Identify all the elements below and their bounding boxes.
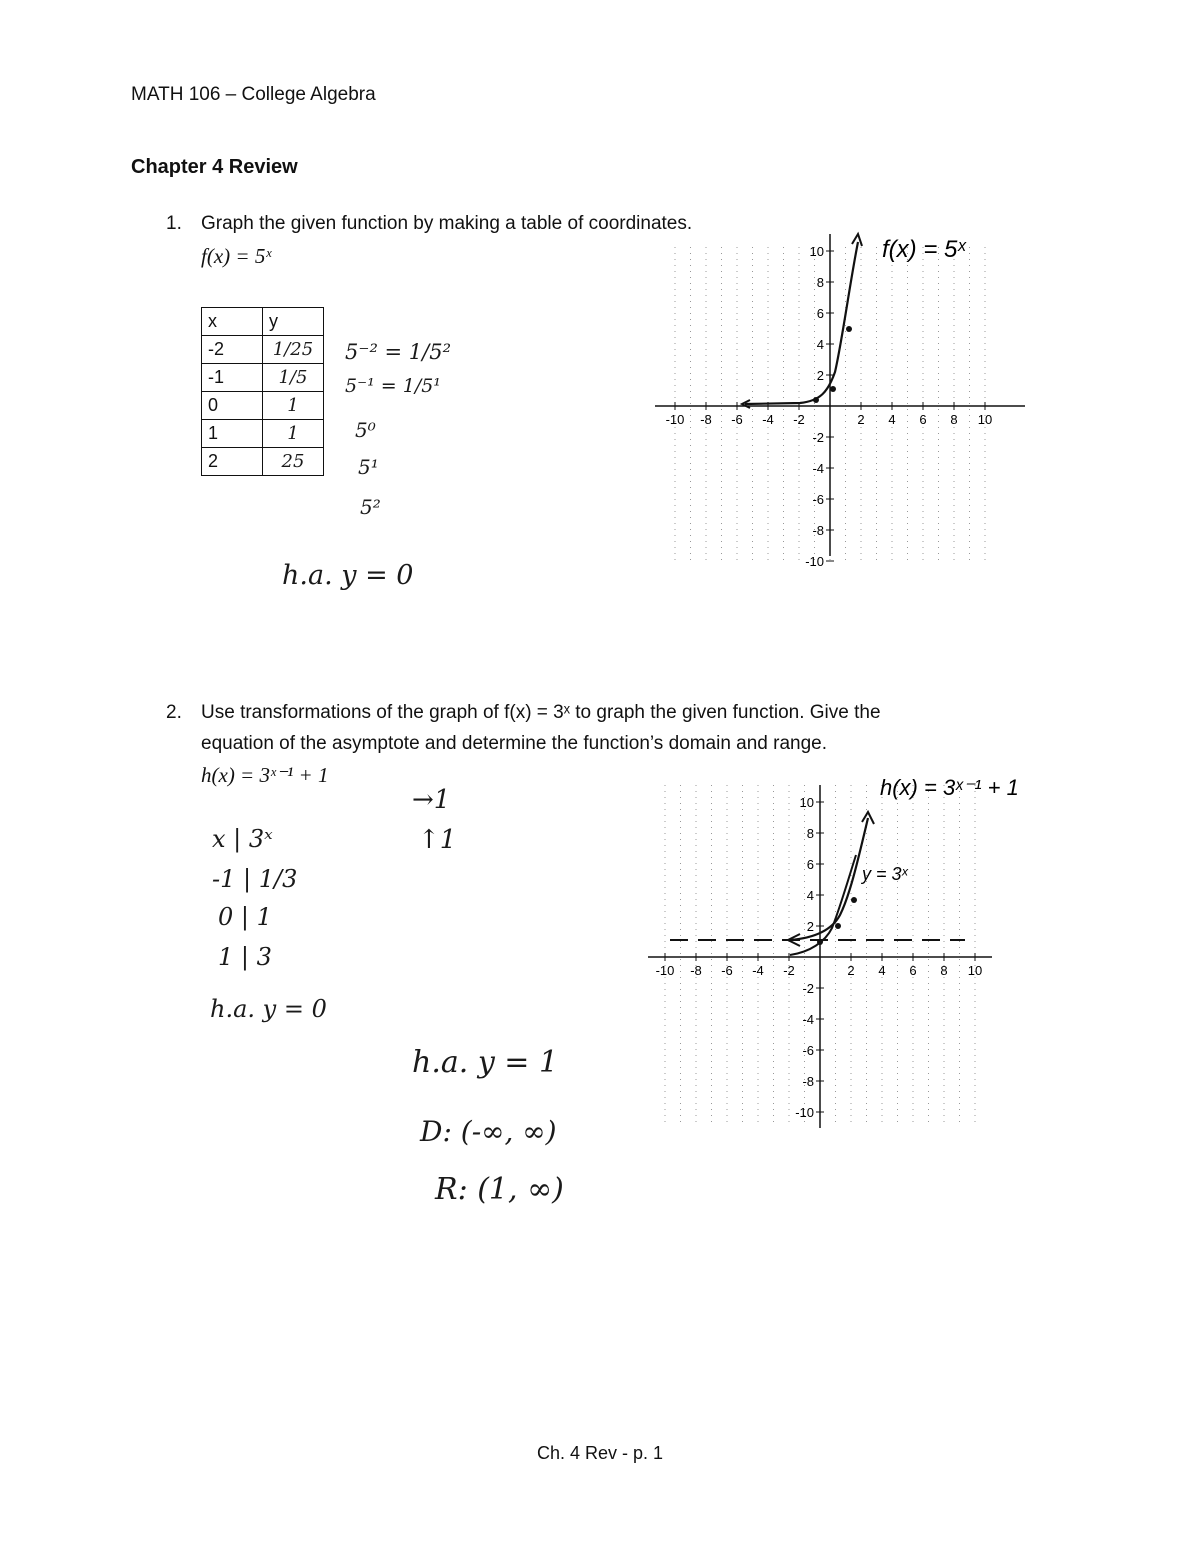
y-tick-label: 6 xyxy=(816,306,824,321)
y-tick-label: 8 xyxy=(816,275,824,290)
y-tick-label: -2 xyxy=(812,430,824,445)
x-tick-label: 8 xyxy=(950,412,958,427)
question-1-text: Graph the given function by making a table of coordinates. xyxy=(201,213,693,234)
handwritten-table-row: 0 | 1 xyxy=(218,903,272,931)
handwritten-work-line: 5¹ xyxy=(358,455,379,479)
y-tick-label: 2 xyxy=(806,919,814,934)
handwritten-asymptote: h.a. y = 0 xyxy=(282,560,414,591)
table-cell-x: -2 xyxy=(202,336,263,364)
table-cell-x: -1 xyxy=(202,364,263,392)
table-row xyxy=(202,364,324,392)
graph-label: f(x) = 5ˣ xyxy=(882,236,966,263)
table-cell-y: 1/25 xyxy=(263,336,324,364)
x-tick-label: -10 xyxy=(655,963,675,978)
table-cell-y: 1 xyxy=(263,420,324,448)
x-tick-label: 2 xyxy=(847,963,855,978)
table-cell-y: 25 xyxy=(263,448,324,476)
x-tick-label: -6 xyxy=(731,412,743,427)
graph-label-y: y = 3ˣ xyxy=(862,864,908,884)
handwritten-shift-right: →1 xyxy=(412,785,451,815)
x-tick-label: -8 xyxy=(700,412,712,427)
plot-point xyxy=(830,386,836,392)
plot-point xyxy=(851,897,857,903)
handwritten-table-header: x | 3ˣ xyxy=(212,825,273,853)
handwritten-asymptote: h.a. y = 1 xyxy=(412,1045,559,1080)
handwritten-work-line: 5⁻² = 1/5² xyxy=(345,340,452,364)
x-tick-label: 10 xyxy=(967,963,983,978)
table-row xyxy=(202,448,324,476)
x-tick-label: 6 xyxy=(909,963,917,978)
page-footer: Ch. 4 Rev - p. 1 xyxy=(536,1443,664,1463)
plot-point xyxy=(813,397,819,403)
handwritten-shift-up: ↑1 xyxy=(418,825,457,855)
handwritten-table-row: 1 | 3 xyxy=(218,943,272,971)
y-tick-label: 6 xyxy=(806,857,814,872)
handwritten-work-line: 5⁻¹ = 1/5¹ xyxy=(345,375,441,397)
table-header-row xyxy=(202,308,324,336)
x-tick-label: 6 xyxy=(919,412,927,427)
table-cell-y: 1/5 xyxy=(263,364,324,392)
handwritten-asymptote-left: h.a. y = 0 xyxy=(210,995,327,1023)
table-header-x: x xyxy=(202,308,263,336)
coordinate-table xyxy=(201,307,324,476)
y-tick-label: -4 xyxy=(802,1012,814,1027)
x-tick-label: -4 xyxy=(752,963,764,978)
table-header-y: y xyxy=(263,308,324,336)
chapter-title: Chapter 4 Review xyxy=(131,156,298,178)
x-tick-label: -2 xyxy=(793,412,805,427)
course-title: MATH 106 – College Algebra xyxy=(131,84,376,105)
plot-point xyxy=(817,939,823,945)
y-tick-label: -8 xyxy=(812,523,824,538)
table-cell-x: 1 xyxy=(202,420,263,448)
x-tick-label: 2 xyxy=(857,412,865,427)
curve-f-5-power-x xyxy=(745,242,858,404)
y-tick-label: 4 xyxy=(806,888,814,903)
table-row xyxy=(202,420,324,448)
y-tick-label: -10 xyxy=(805,554,824,567)
graph-2 xyxy=(640,730,1060,1135)
x-tick-label: -8 xyxy=(690,963,702,978)
handwritten-work-line: 5⁰ xyxy=(355,418,376,442)
handwritten-range: R: (1, ∞) xyxy=(435,1172,564,1207)
question-2-text-line1: Use transformations of the graph of f(x) = 3ˣ to graph the given function. Give the xyxy=(201,702,881,723)
x-tick-label: 8 xyxy=(940,963,948,978)
y-tick-label: 10 xyxy=(799,795,814,810)
y-tick-label: -10 xyxy=(795,1105,814,1120)
table-row xyxy=(202,392,324,420)
x-tick-label: -4 xyxy=(762,412,774,427)
x-tick-label: -2 xyxy=(783,963,795,978)
y-tick-label: -6 xyxy=(812,492,824,507)
question-2-number: 2. xyxy=(166,702,182,723)
handwritten-work-line: 5² xyxy=(360,495,381,519)
y-tick-label: -4 xyxy=(812,461,824,476)
y-tick-label: 8 xyxy=(806,826,814,841)
table-cell-x: 0 xyxy=(202,392,263,420)
x-tick-label: 4 xyxy=(878,963,886,978)
plot-point xyxy=(846,326,852,332)
question-1-number: 1. xyxy=(166,213,182,234)
table-cell-y: 1 xyxy=(263,392,324,420)
y-tick-label: 4 xyxy=(816,337,824,352)
y-tick-label: -2 xyxy=(802,981,814,996)
table-cell-x: 2 xyxy=(202,448,263,476)
x-tick-label: 4 xyxy=(888,412,896,427)
handwritten-domain: D: (-∞, ∞) xyxy=(420,1115,557,1148)
question-2-function: h(x) = 3ˣ⁻¹ + 1 xyxy=(201,763,329,787)
handwritten-table-row: -1 | 1/3 xyxy=(212,865,298,893)
plot-point xyxy=(835,923,841,929)
graph-1 xyxy=(650,222,1030,567)
y-tick-label: 2 xyxy=(816,368,824,383)
y-tick-label: -8 xyxy=(802,1074,814,1089)
y-tick-label: -6 xyxy=(802,1043,814,1058)
curve-h xyxy=(790,818,868,940)
graph-label-h: h(x) = 3ˣ⁻¹ + 1 xyxy=(880,775,1019,800)
table-row xyxy=(202,336,324,364)
x-tick-label: 10 xyxy=(977,412,993,427)
x-tick-label: -6 xyxy=(721,963,733,978)
x-tick-label: -10 xyxy=(665,412,685,427)
question-1-function: f(x) = 5ˣ xyxy=(201,244,272,268)
y-tick-label: 10 xyxy=(809,244,824,259)
question-2-text-line2: equation of the asymptote and determine the function’s domain and range. xyxy=(201,733,828,754)
